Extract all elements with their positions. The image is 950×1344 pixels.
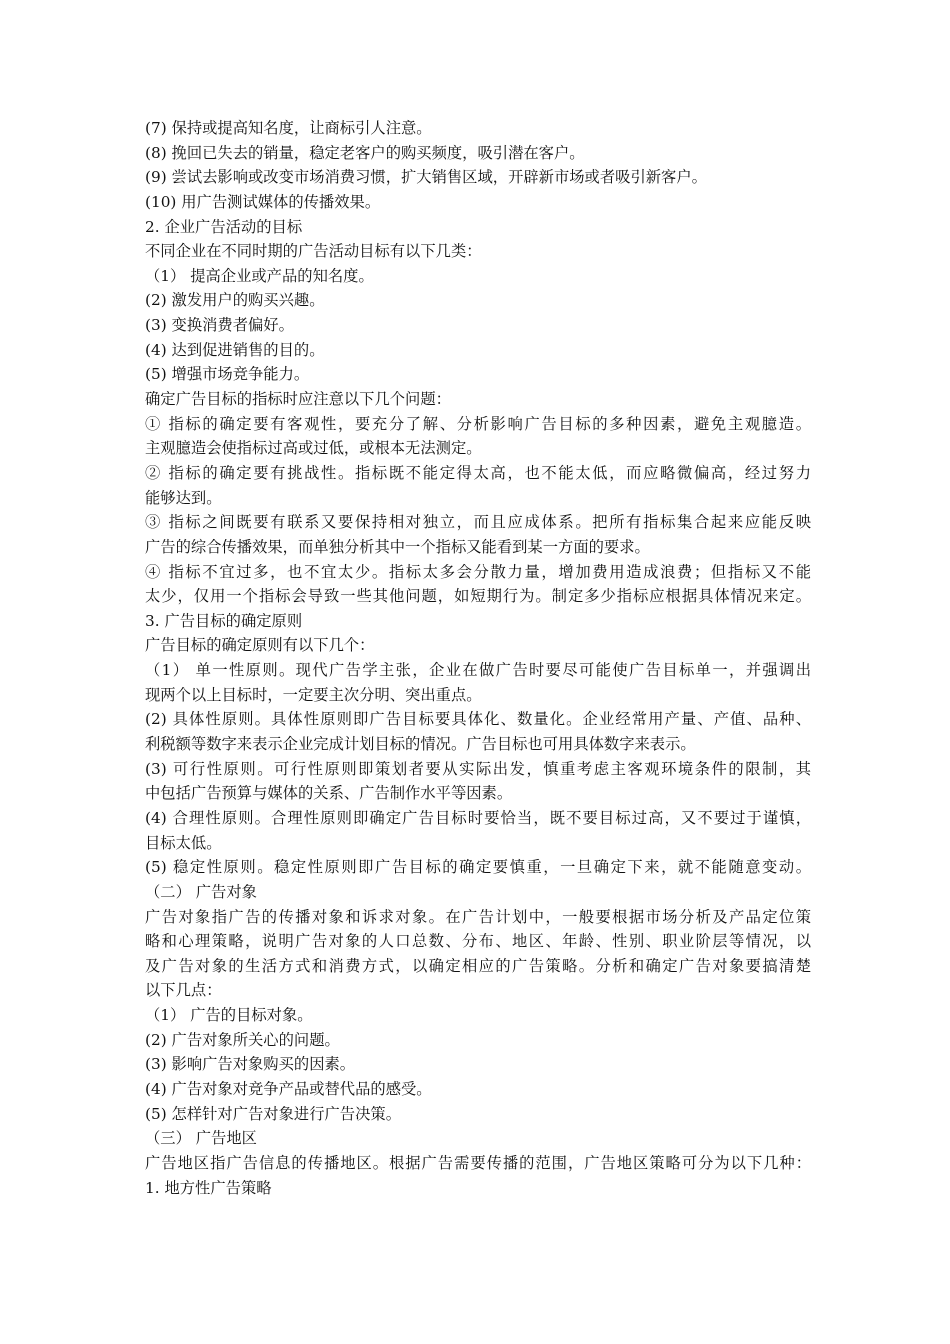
paragraph-intro: 确定广告目标的指标时应注意以下几个问题： xyxy=(145,390,451,409)
paragraph-line: 略和心理策略，说明广告对象的人口总数、分布、地区、年龄、性别、职业阶层等情况，以 xyxy=(145,932,811,951)
list-item-1: （1） 广告的目标对象。 xyxy=(145,1006,313,1025)
list-item-4: (4) 达到促进销售的目的。 xyxy=(145,340,325,359)
paragraph-line: (2) 具体性原则。具体性原则即广告目标要具体化、数量化。企业经常用产量、产值、品种、 xyxy=(145,710,811,729)
subsection-heading-1: 1. 地方性广告策略 xyxy=(145,1178,272,1197)
section-heading-2: 2. 企业广告活动的目标 xyxy=(145,217,303,236)
list-item-9: (9) 尝试去影响或改变市场消费习惯，扩大销售区域，开辟新市场或者吸引新客户。 xyxy=(145,168,707,187)
paragraph-line: 目标太低。 xyxy=(145,833,222,852)
paragraph-line: 广告地区指广告信息的传播地区。根据广告需要传播的范围，广告地区策略可分为以下几种： xyxy=(145,1153,811,1172)
paragraph-line: 中包括广告预算与媒体的关系、广告制作水平等因素。 xyxy=(145,784,513,803)
paragraph-line: 利税额等数字来表示企业完成计划目标的情况。广告目标也可用具体数字来表示。 xyxy=(145,735,696,754)
section-heading-3: 3. 广告目标的确定原则 xyxy=(145,611,303,630)
section-heading-ad-audience: （二） 广告对象 xyxy=(145,882,257,901)
paragraph-line: 太少，仅用一个指标会导致一些其他问题，如短期行为。制定多少指标应根据具体情况来定。 xyxy=(145,587,811,606)
paragraph-line: 广告的综合传播效果，而单独分析其中一个指标又能看到某一方面的要求。 xyxy=(145,537,650,556)
list-item-10: (10) 用广告测试媒体的传播效果。 xyxy=(145,192,381,211)
paragraph-intro: 不同企业在不同时期的广告活动目标有以下几类： xyxy=(145,242,482,261)
list-item-2: (2) 激发用户的购买兴趣。 xyxy=(145,291,325,310)
paragraph-line: 及广告对象的生活方式和消费方式，以确定相应的广告策略。分析和确定广告对象要搞清楚 xyxy=(145,956,811,975)
section-heading-ad-region: （三） 广告地区 xyxy=(145,1129,257,1148)
list-item-7: (7) 保持或提高知名度，让商标引人注意。 xyxy=(145,119,432,137)
paragraph-line: (3) 可行性原则。可行性原则即策划者要从实际出发，慎重考虑主客观环境条件的限制，其 xyxy=(145,759,811,778)
list-item-5: (5) 怎样针对广告对象进行广告决策。 xyxy=(145,1104,401,1123)
paragraph-line: 能够达到。 xyxy=(145,488,222,507)
list-item-4: (4) 广告对象对竞争产品或替代品的感受。 xyxy=(145,1079,432,1098)
list-item-1: （1） 提高企业或产品的知名度。 xyxy=(145,266,374,285)
paragraph-line: (4) 合理性原则。合理性原则即确定广告目标时要恰当，既不要目标过高，又不要过于谨慎， xyxy=(145,808,811,827)
list-item-3: (3) 影响广告对象购买的因素。 xyxy=(145,1055,356,1074)
paragraph-line: 主观臆造会使指标过高或过低，或根本无法测定。 xyxy=(145,439,482,458)
paragraph-line: 现两个以上目标时，一定要主次分明、突出重点。 xyxy=(145,685,482,704)
paragraph-line: （1） 单一性原则。现代广告学主张，企业在做广告时要尽可能使广告目标单一，并强调出 xyxy=(145,661,811,680)
paragraph-line: ② 指标的确定要有挑战性。指标既不能定得太高，也不能太低，而应略微偏高，经过努力 xyxy=(145,463,811,482)
paragraph-line: ① 指标的确定要有客观性，要充分了解、分析影响广告目标的多种因素，避免主观臆造。 xyxy=(145,414,811,433)
list-item-8: (8) 挽回已失去的销量，稳定老客户的购买频度，吸引潜在客户。 xyxy=(145,143,585,162)
paragraph-line: ③ 指标之间既要有联系又要保持相对独立，而且应成体系。把所有指标集合起来应能反映 xyxy=(145,513,811,532)
paragraph-line: 广告对象指广告的传播对象和诉求对象。在广告计划中，一般要根据市场分析及产品定位策 xyxy=(145,907,811,926)
paragraph-line: ④ 指标不宜过多，也不宜太少。指标太多会分散力量，增加费用造成浪费；但指标又不能 xyxy=(145,562,811,581)
paragraph-line: 以下几点： xyxy=(145,981,222,1000)
document-body xyxy=(145,116,811,1200)
paragraph-intro: 广告目标的确定原则有以下几个： xyxy=(145,636,375,655)
list-item-2: (2) 广告对象所关心的问题。 xyxy=(145,1030,340,1049)
list-item-5: (5) 增强市场竞争能力。 xyxy=(145,365,310,384)
paragraph-line: (5) 稳定性原则。稳定性原则即广告目标的确定要慎重，一旦确定下来，就不能随意变动。 xyxy=(145,858,811,877)
list-item-3: (3) 变换消费者偏好。 xyxy=(145,316,294,335)
